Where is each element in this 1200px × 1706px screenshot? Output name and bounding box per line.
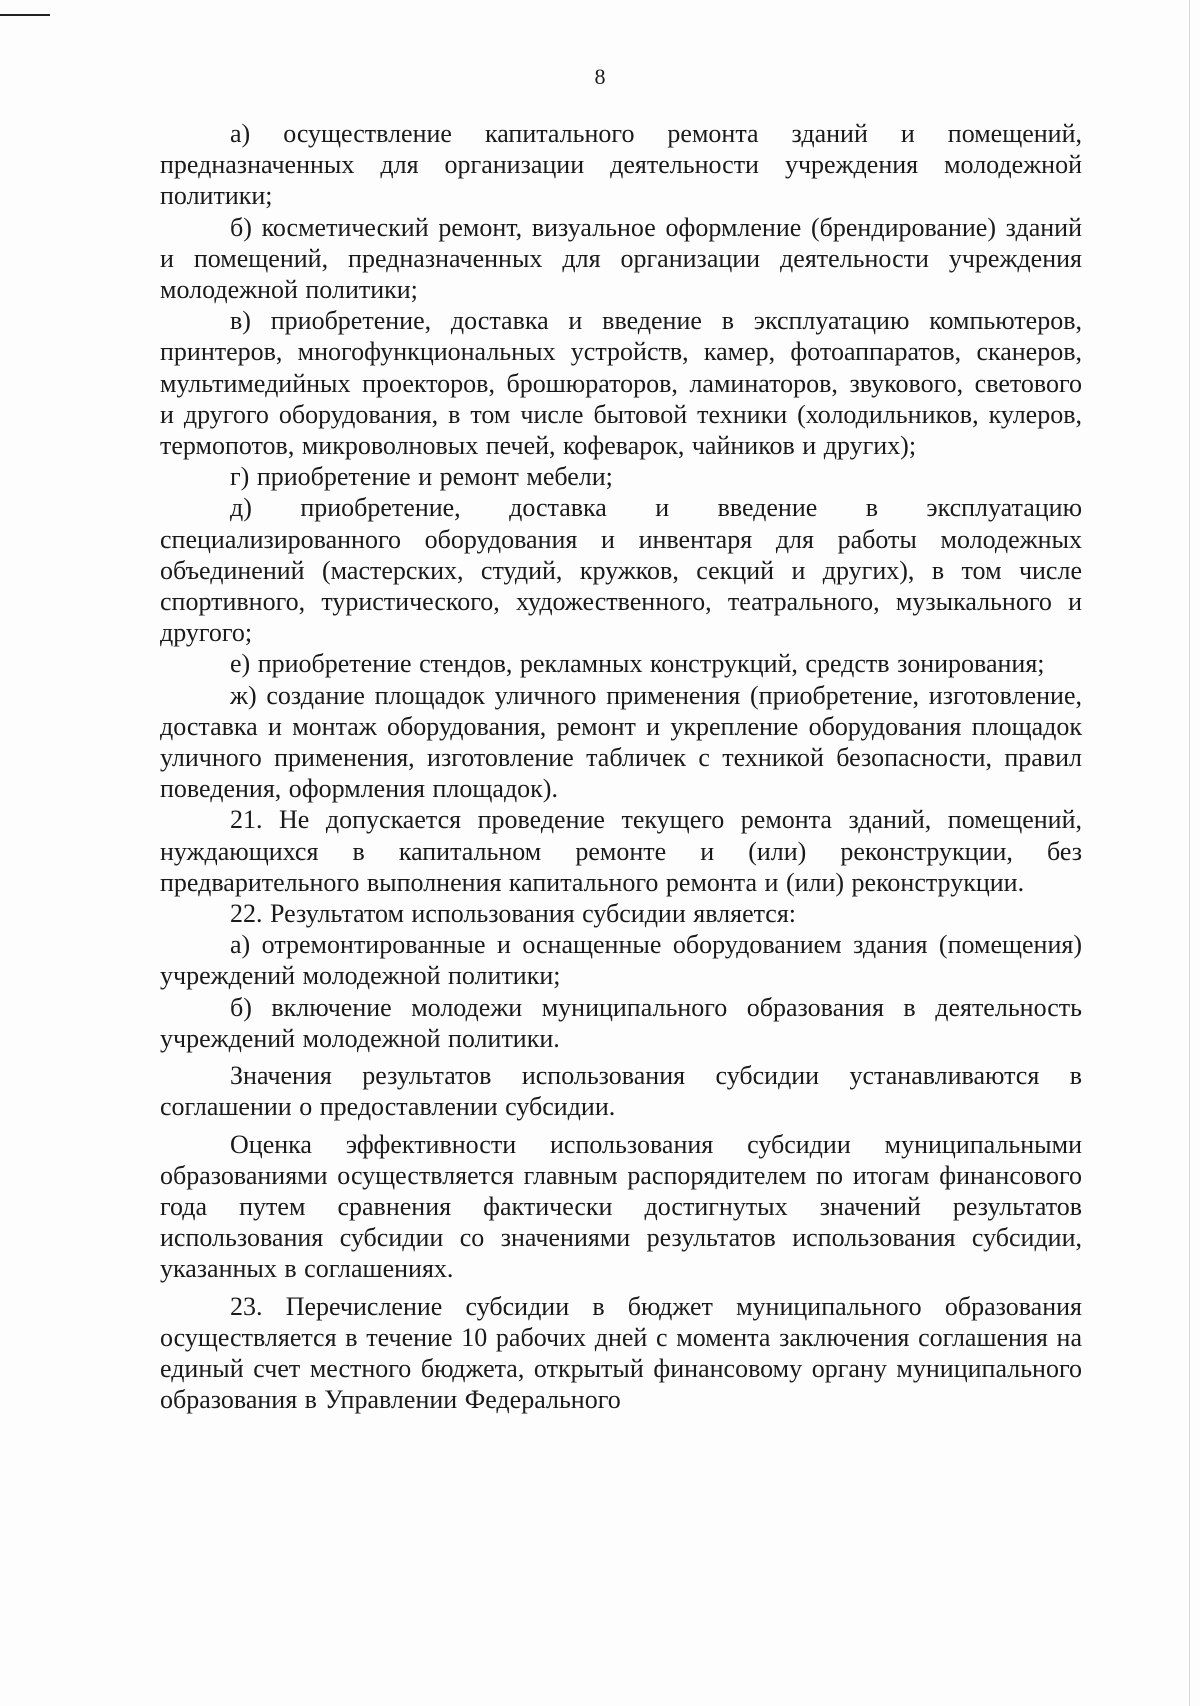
document-body — [160, 118, 1082, 1415]
paragraph-item-d: д) приобретение, доставка и введение в эксплуатацию специализированного оборудования и инвентаря для работы молодежных объединений (мастерских, студий, кружков, секций и других), в том числе спортивного, туристического, художественного, театрального, музыкального и другого; — [160, 493, 1082, 648]
paragraph-22-b: б) включение молодежи муниципального образования в деятельность учреждений молодежной политики. — [160, 992, 1082, 1053]
paragraph-23: 23. Перечисление субсидии в бюджет муниципального образования осуществляется в течение 10 рабочих дней с момента заключения соглашения на единый счет местного бюджета, открытый финансовому органу муниципального образования в Управлении Федерального — [160, 1291, 1082, 1415]
paragraph-item-b: б) косметический ремонт, визуальное оформление (брендирование) зданий и помещений, предназначенных для организации деятельности учреждения молодежной политики; — [160, 212, 1082, 305]
page-number: 8 — [594, 64, 606, 89]
paragraph-item-g: г) приобретение и ремонт мебели; — [230, 462, 613, 492]
paragraph-22: 22. Результатом использования субсидии является: — [230, 899, 797, 929]
scan-artifact-line — [0, 14, 50, 16]
scan-edge-line — [1189, 0, 1190, 1706]
paragraph-efficiency-evaluation: Оценка эффективности использования субсидии муниципальными образованиями осуществляется главным распорядителем по итогам финансового года путем сравнения фактически достигнутых значений результатов использования субсидии со значениями результатов использования субсидии, указанных в соглашениях. — [160, 1129, 1082, 1284]
paragraph-item-a: а) осуществление капитального ремонта зданий и помещений, предназначенных для организации деятельности учреждения молодежной политики; — [160, 119, 1082, 211]
paragraph-result-values: Значения результатов использования субсидии устанавливаются в соглашении о предоставлении субсидии. — [160, 1061, 1082, 1122]
paragraph-21: 21. Не допускается проведение текущего ремонта зданий, помещений, нуждающихся в капитальном ремонте и (или) реконструкции, без предварительного выполнения капитального ремонта и (или) реконструкции. — [160, 805, 1082, 897]
paragraph-22-a: а) отремонтированные и оснащенные оборудованием здания (помещения) учреждений молодежной политики; — [160, 930, 1082, 991]
paragraph-item-v: в) приобретение, доставка и введение в эксплуатацию компьютеров, принтеров, многофункциональных устройств, камер, фотоаппаратов, сканеров, мультимедийных проекторов, брошюраторов, ламинаторов, звукового, светового и другого оборудования, в том числе бытовой техники (холодильников, кулеров, термопотов, микроволновых печей, кофеварок, чайников и других); — [160, 306, 1082, 461]
paragraph-item-e: е) приобретение стендов, рекламных конструкций, средств зонирования; — [230, 649, 1045, 679]
paragraph-item-zh: ж) создание площадок уличного применения (приобретение, изготовление, доставка и монтаж оборудования, ремонт и укрепление оборудования площадок уличного применения, изготовление табличек с техникой безопасности, правил поведения, оформления площадок). — [160, 680, 1082, 804]
